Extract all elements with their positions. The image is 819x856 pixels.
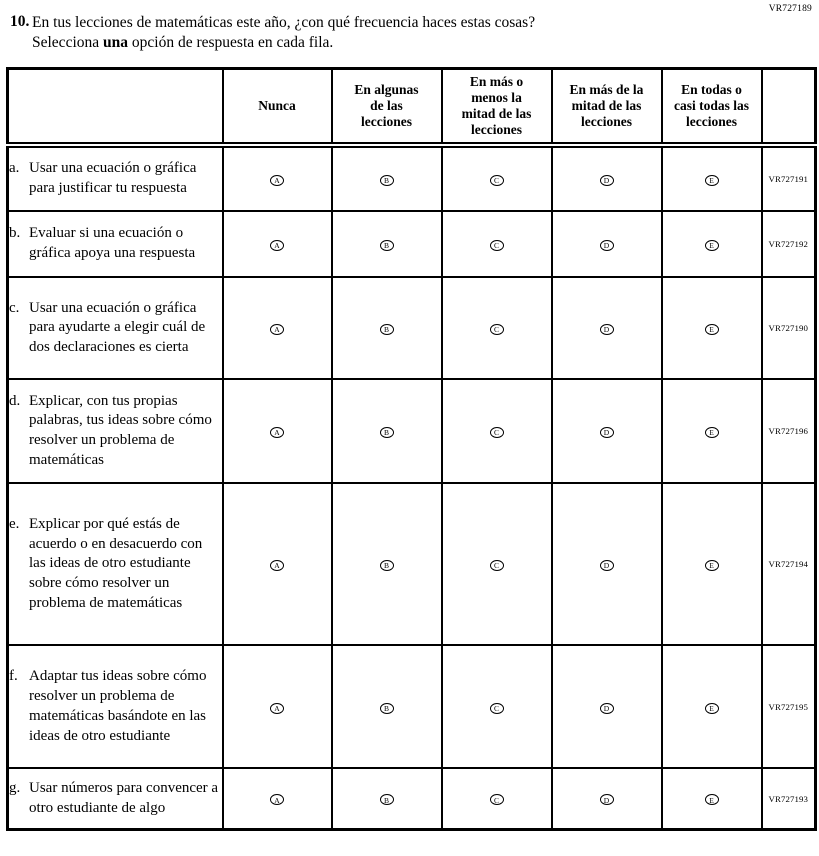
item-letter: a. bbox=[9, 160, 20, 177]
column-header-mas-de-mitad: En más de la mitad de las lecciones bbox=[552, 69, 662, 146]
item-cell bbox=[8, 768, 223, 829]
option-bubble-b[interactable]: B bbox=[380, 175, 394, 186]
item-text: Usar una ecuación o gráfica para justificar tu respuesta bbox=[29, 160, 197, 197]
option-bubble-c[interactable]: C bbox=[490, 427, 504, 438]
option-cell bbox=[332, 483, 442, 645]
option-cell bbox=[552, 379, 662, 483]
item-letter: g. bbox=[9, 779, 21, 796]
option-bubble-d[interactable]: D bbox=[600, 703, 614, 714]
option-bubble-b[interactable]: B bbox=[380, 324, 394, 335]
option-bubble-c[interactable]: C bbox=[490, 175, 504, 186]
option-bubble-e[interactable]: E bbox=[705, 794, 719, 805]
option-cell bbox=[552, 645, 662, 768]
option-cell bbox=[223, 645, 332, 768]
option-cell bbox=[442, 645, 552, 768]
option-cell bbox=[662, 768, 762, 829]
option-cell bbox=[552, 768, 662, 829]
table-row bbox=[8, 768, 816, 829]
item-text: Explicar, con tus propias palabras, tus ideas sobre cómo resolver un problema de matemáticas bbox=[29, 392, 212, 469]
column-header-todas: En todas o casi todas las lecciones bbox=[662, 69, 762, 146]
option-cell bbox=[552, 145, 662, 211]
option-bubble-a[interactable]: A bbox=[270, 703, 284, 714]
vr-code-label: VR727193 bbox=[762, 768, 816, 829]
item-text: Explicar por qué estás de acuerdo o en desacuerdo con las ideas de otro estudiante sobre cómo resolver un problema de matemáticas bbox=[29, 515, 203, 611]
item-cell bbox=[8, 145, 223, 211]
option-cell bbox=[223, 483, 332, 645]
option-cell bbox=[332, 277, 442, 379]
option-cell bbox=[552, 483, 662, 645]
option-bubble-a[interactable]: A bbox=[270, 324, 284, 335]
option-bubble-b[interactable]: B bbox=[380, 703, 394, 714]
table-row bbox=[8, 483, 816, 645]
option-bubble-e[interactable]: E bbox=[705, 560, 719, 571]
option-bubble-e[interactable]: E bbox=[705, 324, 719, 335]
question-line2-emphasis: una bbox=[103, 34, 129, 52]
option-cell bbox=[223, 768, 332, 829]
header-empty-vr bbox=[762, 69, 816, 146]
option-bubble-e[interactable]: E bbox=[705, 427, 719, 438]
option-cell bbox=[332, 645, 442, 768]
option-bubble-a[interactable]: A bbox=[270, 240, 284, 251]
option-cell bbox=[662, 145, 762, 211]
option-bubble-c[interactable]: C bbox=[490, 560, 504, 571]
option-cell bbox=[332, 379, 442, 483]
item-letter: e. bbox=[9, 515, 20, 532]
option-bubble-d[interactable]: D bbox=[600, 427, 614, 438]
option-bubble-b[interactable]: B bbox=[380, 240, 394, 251]
item-letter: b. bbox=[9, 225, 21, 242]
item-text: Evaluar si una ecuación o gráfica apoya una respuesta bbox=[29, 225, 196, 262]
vr-code-label: VR727195 bbox=[762, 645, 816, 768]
option-bubble-e[interactable]: E bbox=[705, 703, 719, 714]
vr-code-label: VR727196 bbox=[762, 379, 816, 483]
option-bubble-c[interactable]: C bbox=[490, 240, 504, 251]
vr-code-label: VR727194 bbox=[762, 483, 816, 645]
option-bubble-a[interactable]: A bbox=[270, 427, 284, 438]
option-cell bbox=[332, 145, 442, 211]
option-cell bbox=[442, 277, 552, 379]
item-cell bbox=[8, 211, 223, 277]
item-text: Adaptar tus ideas sobre cómo resolver un problema de matemáticas basándote en las ideas de otro estudiante bbox=[29, 668, 207, 744]
item-cell bbox=[8, 379, 223, 483]
vr-code-label: VR727192 bbox=[762, 211, 816, 277]
item-letter: f. bbox=[9, 668, 18, 685]
option-cell bbox=[662, 379, 762, 483]
table-row bbox=[8, 211, 816, 277]
option-bubble-b[interactable]: B bbox=[380, 427, 394, 438]
option-cell bbox=[662, 211, 762, 277]
header-empty-item bbox=[8, 69, 223, 146]
option-bubble-d[interactable]: D bbox=[600, 240, 614, 251]
option-bubble-b[interactable]: B bbox=[380, 794, 394, 805]
option-cell bbox=[223, 379, 332, 483]
option-bubble-d[interactable]: D bbox=[600, 560, 614, 571]
option-cell bbox=[223, 211, 332, 277]
option-cell bbox=[332, 768, 442, 829]
option-cell bbox=[332, 211, 442, 277]
table-row bbox=[8, 645, 816, 768]
header-row bbox=[8, 69, 816, 146]
table-row bbox=[8, 277, 816, 379]
option-cell bbox=[552, 211, 662, 277]
vr-code-label: VR727191 bbox=[762, 145, 816, 211]
option-bubble-a[interactable]: A bbox=[270, 794, 284, 805]
option-bubble-c[interactable]: C bbox=[490, 703, 504, 714]
item-cell bbox=[8, 645, 223, 768]
option-bubble-e[interactable]: E bbox=[705, 240, 719, 251]
item-cell bbox=[8, 483, 223, 645]
question-text bbox=[32, 13, 535, 53]
option-cell bbox=[662, 277, 762, 379]
option-bubble-c[interactable]: C bbox=[490, 794, 504, 805]
option-cell bbox=[552, 277, 662, 379]
option-bubble-a[interactable]: A bbox=[270, 560, 284, 571]
column-header-mas-o-menos: En más o menos la mitad de las lecciones bbox=[442, 69, 552, 146]
option-bubble-e[interactable]: E bbox=[705, 175, 719, 186]
question-line2: Selecciona una opción de respuesta en cada fila. bbox=[32, 34, 334, 52]
question-block bbox=[0, 0, 819, 53]
item-cell bbox=[8, 277, 223, 379]
response-matrix-table bbox=[6, 67, 817, 831]
option-cell bbox=[662, 483, 762, 645]
vr-code-label: VR727190 bbox=[762, 277, 816, 379]
item-text: Usar una ecuación o gráfica para ayudarte a elegir cuál de dos declaraciones es cierta bbox=[29, 299, 206, 356]
option-cell bbox=[442, 145, 552, 211]
option-bubble-d[interactable]: D bbox=[600, 324, 614, 335]
question-number: 10. bbox=[10, 13, 30, 30]
page-vr-code: VR727189 bbox=[768, 4, 812, 14]
option-bubble-c[interactable]: C bbox=[490, 324, 504, 335]
table-row bbox=[8, 145, 816, 211]
option-bubble-b[interactable]: B bbox=[380, 560, 394, 571]
item-letter: c. bbox=[9, 299, 20, 316]
item-letter: d. bbox=[9, 392, 21, 409]
option-cell bbox=[442, 211, 552, 277]
option-cell bbox=[442, 379, 552, 483]
option-cell bbox=[662, 645, 762, 768]
question-line1: En tus lecciones de matemáticas este año, ¿con qué frecuencia haces estas cosas? bbox=[32, 14, 536, 31]
option-bubble-d[interactable]: D bbox=[600, 794, 614, 805]
option-cell bbox=[223, 145, 332, 211]
option-cell bbox=[223, 277, 332, 379]
option-cell bbox=[442, 483, 552, 645]
item-text: Usar números para convencer a otro estudiante de algo bbox=[29, 779, 219, 816]
table-row bbox=[8, 379, 816, 483]
option-bubble-a[interactable]: A bbox=[270, 175, 284, 186]
column-header-nunca: Nunca bbox=[223, 69, 332, 146]
option-bubble-d[interactable]: D bbox=[600, 175, 614, 186]
column-header-algunas: En algunas de las lecciones bbox=[332, 69, 442, 146]
option-cell bbox=[442, 768, 552, 829]
